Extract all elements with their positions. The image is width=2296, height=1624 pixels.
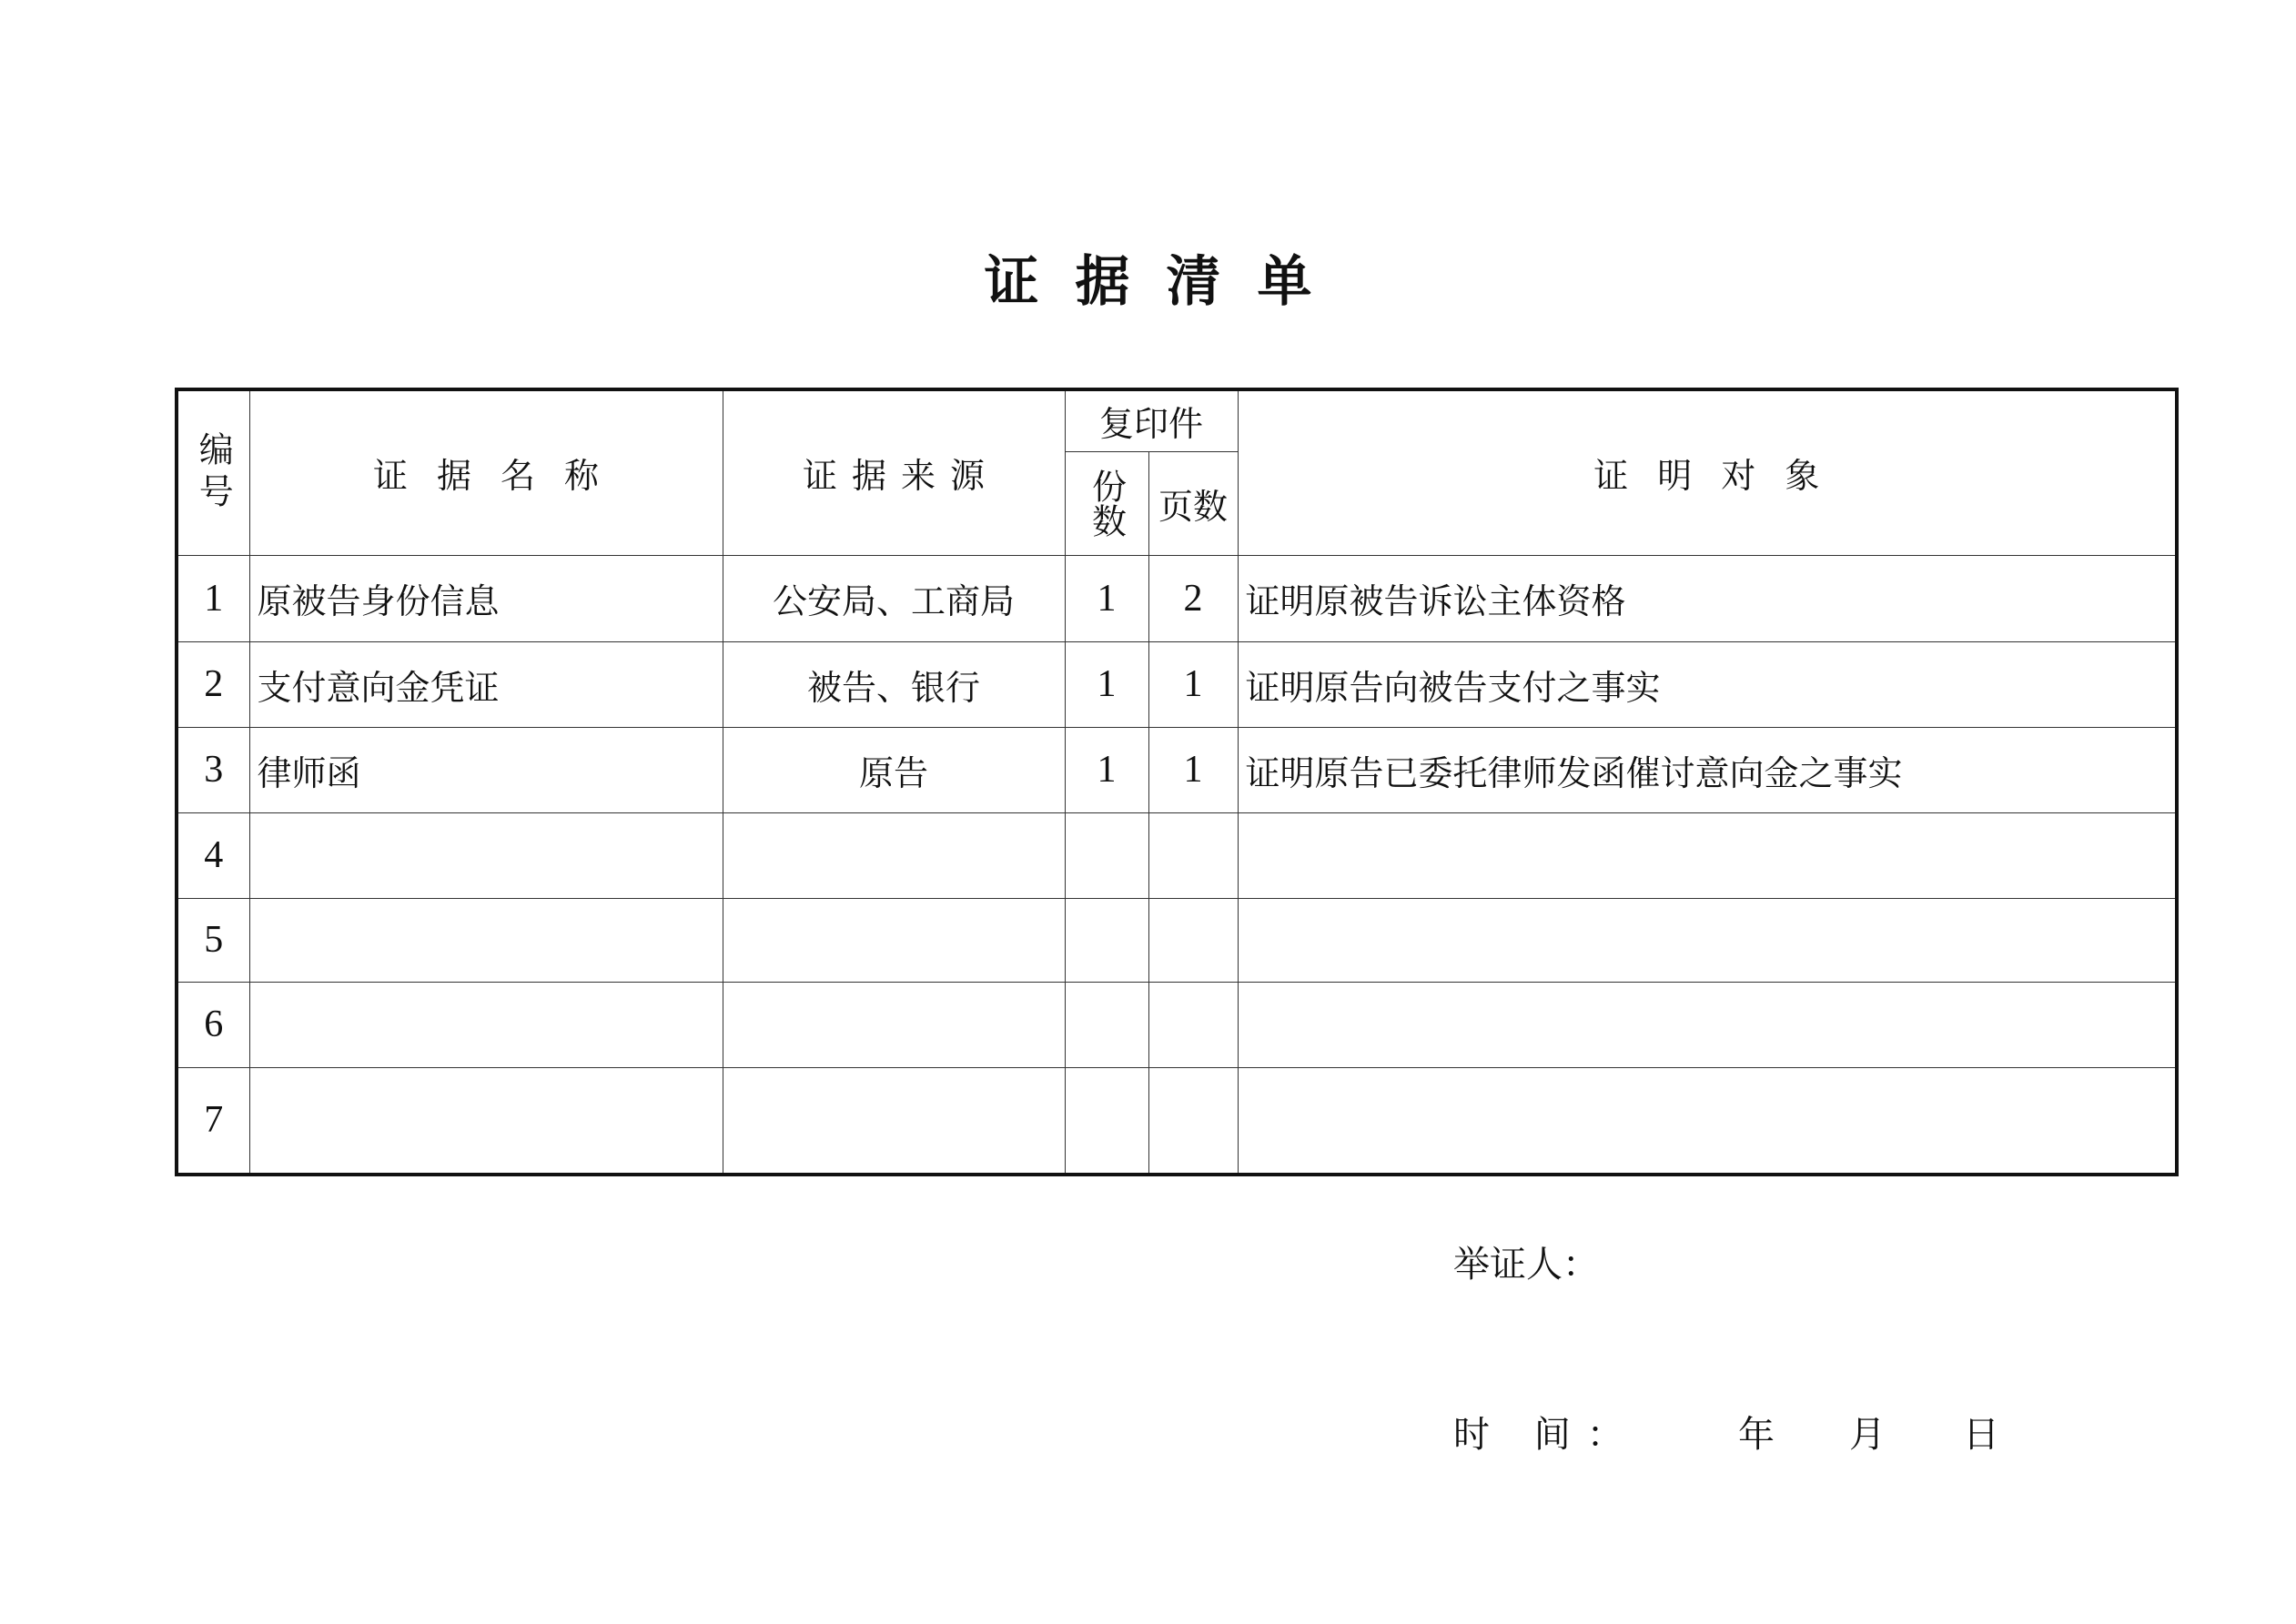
header-pages — [1148, 451, 1238, 555]
evidence-source — [723, 1067, 1065, 1175]
row-number: 2 — [177, 641, 249, 727]
header-name-label: 证据名称 — [372, 456, 628, 497]
table-row — [177, 641, 2177, 727]
header-copies-group — [1065, 389, 1238, 451]
header-copies — [1065, 451, 1148, 555]
row-number: 3 — [177, 727, 249, 812]
evidence-source: 被告、银行 — [723, 641, 1065, 727]
row-number: 6 — [177, 982, 249, 1067]
year-label: 年 — [1738, 1414, 1775, 1456]
table-row — [177, 727, 2177, 812]
evidence-name — [249, 982, 723, 1067]
evidence-name — [249, 898, 723, 982]
time-label: 时 间： — [1453, 1414, 1640, 1456]
page-title: 证据清单 — [984, 250, 1349, 314]
pages-count — [1148, 1067, 1238, 1175]
proof-purpose: 证明原告向被告支付之事实 — [1238, 641, 2177, 727]
submitter-label: 举证人： — [1453, 1244, 1599, 1286]
evidence-table — [175, 388, 2179, 1176]
table-row — [177, 812, 2177, 898]
header-number-label: 编号 — [193, 430, 234, 515]
header-name — [249, 389, 723, 555]
copies-count: 1 — [1065, 555, 1148, 641]
row-number: 1 — [177, 555, 249, 641]
proof-purpose — [1238, 982, 2177, 1067]
evidence-name: 律师函 — [249, 727, 723, 812]
evidence-name — [249, 812, 723, 898]
pages-count — [1148, 898, 1238, 982]
copies-count: 1 — [1065, 727, 1148, 812]
evidence-table-container — [175, 388, 2175, 1176]
day-label: 日 — [1963, 1414, 1999, 1456]
proof-purpose — [1238, 898, 2177, 982]
row-number: 7 — [177, 1067, 249, 1175]
proof-purpose: 证明原被告诉讼主体资格 — [1238, 555, 2177, 641]
copies-count — [1065, 898, 1148, 982]
evidence-source — [723, 982, 1065, 1067]
row-number: 5 — [177, 898, 249, 982]
header-copies-label: 份数 — [1086, 469, 1127, 538]
header-source — [723, 389, 1065, 555]
pages-count: 2 — [1148, 555, 1238, 641]
table-row — [177, 555, 2177, 641]
header-purpose — [1238, 389, 2177, 555]
table-row — [177, 898, 2177, 982]
copies-count — [1065, 812, 1148, 898]
evidence-name — [249, 1067, 723, 1175]
evidence-source: 原告 — [723, 727, 1065, 812]
copies-count — [1065, 982, 1148, 1067]
copies-count — [1065, 1067, 1148, 1175]
table-row — [177, 982, 2177, 1067]
table-row — [177, 1067, 2177, 1175]
evidence-source — [723, 812, 1065, 898]
proof-purpose — [1238, 812, 2177, 898]
header-pages-label: 页数 — [1158, 486, 1229, 527]
proof-purpose — [1238, 1067, 2177, 1175]
evidence-name: 原被告身份信息 — [249, 555, 723, 641]
header-purpose-label: 证明对象 — [1593, 456, 1849, 497]
month-label: 月 — [1849, 1414, 1886, 1456]
pages-count — [1148, 812, 1238, 898]
evidence-source — [723, 898, 1065, 982]
evidence-name: 支付意向金凭证 — [249, 641, 723, 727]
evidence-source: 公安局、工商局 — [723, 555, 1065, 641]
pages-count: 1 — [1148, 727, 1238, 812]
header-number — [177, 389, 249, 555]
copies-count: 1 — [1065, 641, 1148, 727]
proof-purpose: 证明原告已委托律师发函催讨意向金之事实 — [1238, 727, 2177, 812]
pages-count: 1 — [1148, 641, 1238, 727]
header-copies-group-label: 复印件 — [1099, 404, 1204, 445]
header-source-label: 证据来源 — [802, 456, 999, 497]
pages-count — [1148, 982, 1238, 1067]
row-number: 4 — [177, 812, 249, 898]
